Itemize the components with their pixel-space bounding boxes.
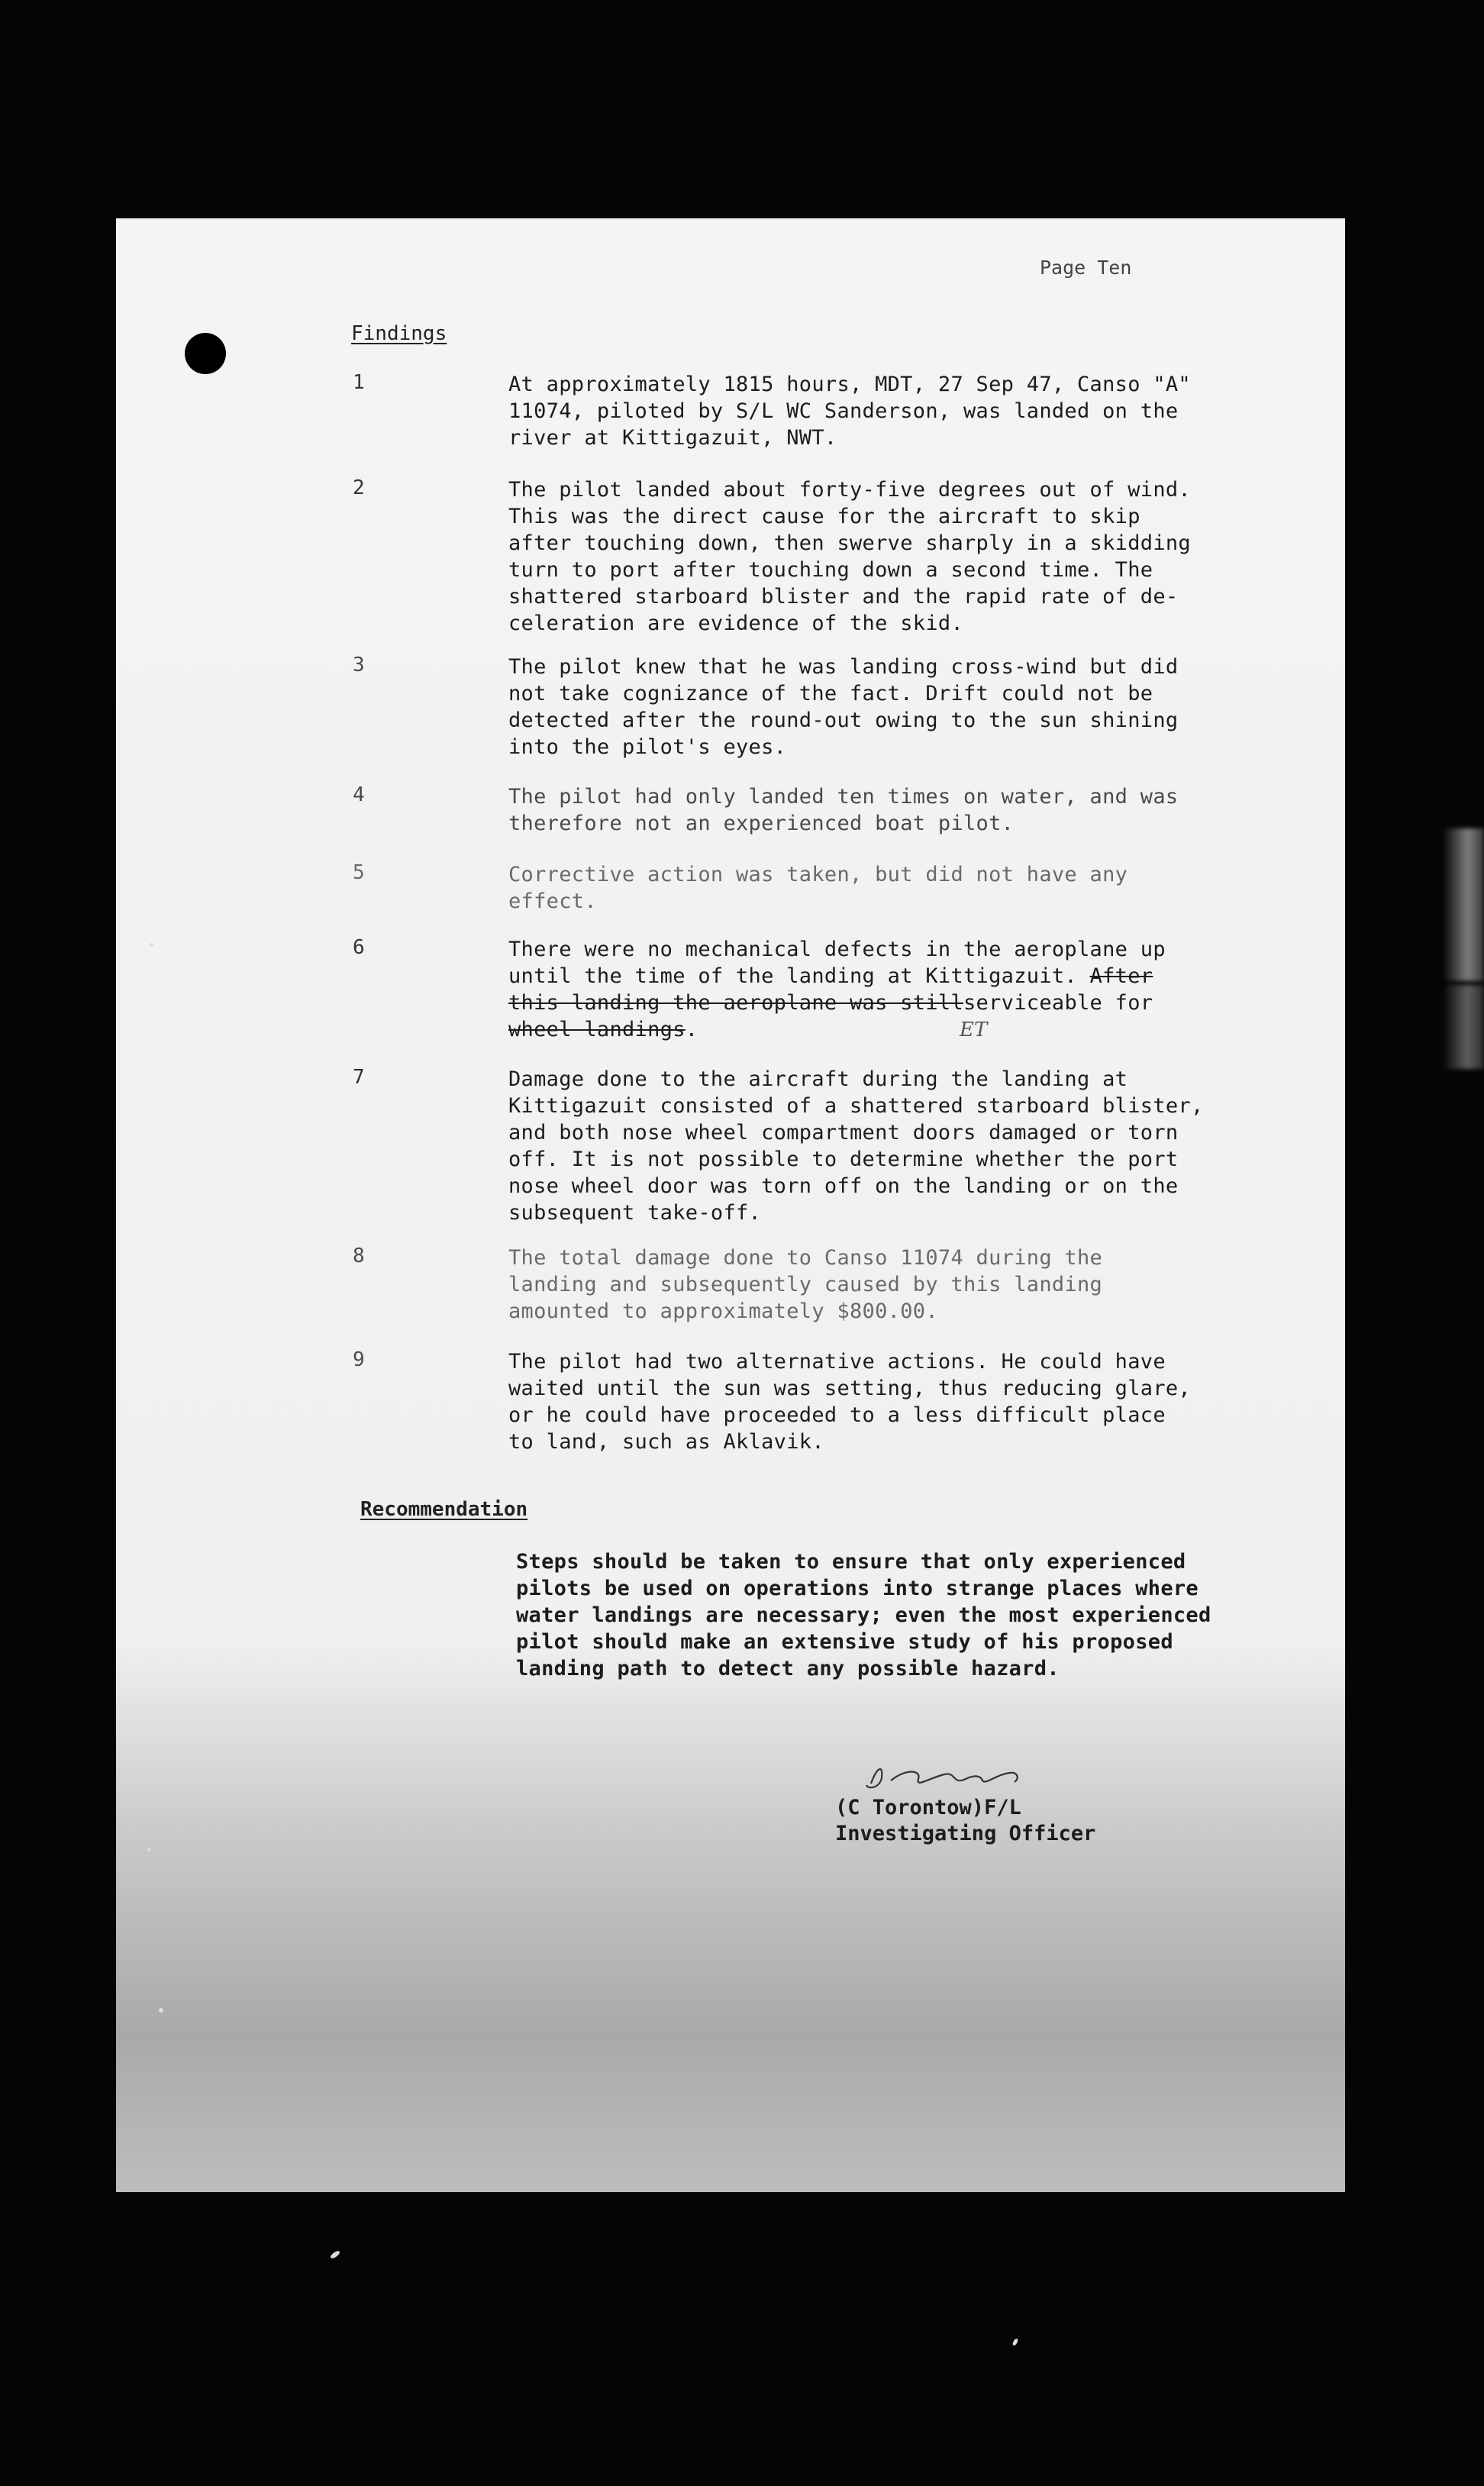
finding-number: 7 — [353, 1066, 365, 1089]
finding-number: 9 — [353, 1348, 365, 1371]
finding-text — [508, 936, 1226, 1043]
finding-number: 5 — [353, 861, 365, 884]
struck-text: wheel landings — [508, 1018, 686, 1041]
film-edge-artifact — [1443, 985, 1484, 1069]
film-speck — [147, 1848, 151, 1852]
finding-line-text: until the time of the landing at Kittigazuit. — [508, 964, 1077, 988]
recommendation-heading: Recommendation — [360, 1498, 528, 1521]
finding-text: The pilot had two alternative actions. He could have waited until the sun was setting, thus reducing glare, or he could have proceeded to a less difficult place to land, such as Aklavik. — [508, 1350, 1191, 1454]
finding-line — [508, 990, 1226, 1016]
signatory-title: Investigating Officer — [835, 1822, 1096, 1845]
finding-number: 2 — [353, 476, 365, 499]
finding-text: Damage done to the aircraft during the landing at Kittigazuit consisted of a shattered starboard blister, and both nose wheel compartment doors damaged or torn off. It is not possible to determine whether the port nose wheel door was torn off on the landing or on the subsequent take-off. — [508, 1067, 1204, 1225]
struck-text: After — [1089, 964, 1153, 988]
handwritten-initials: ET — [960, 1019, 988, 1041]
findings-heading: Findings — [351, 322, 447, 345]
film-speck — [330, 2250, 341, 2260]
finding-line-text: serviceable for — [963, 991, 1153, 1015]
film-speck — [1011, 2338, 1018, 2346]
handwritten-signature — [860, 1755, 1036, 1800]
finding-text: Corrective action was taken, but did not have any effect. — [508, 863, 1128, 913]
punch-hole — [185, 333, 226, 374]
finding-line — [508, 1016, 1226, 1043]
finding-number: 3 — [353, 654, 365, 676]
finding-number: 1 — [353, 371, 365, 394]
finding-number: 8 — [353, 1245, 365, 1267]
finding-number: 6 — [353, 936, 365, 959]
recommendation-text: Steps should be taken to ensure that only experienced pilots be used on operations into strange places where water landings are necessary; even the most experienced pilot should make an extensive study of his proposed landing path to detect any possible hazard. — [516, 1550, 1211, 1680]
page-number: Page Ten — [1040, 257, 1132, 279]
finding-text: The total damage done to Canso 11074 during the landing and subsequently caused by this landing amounted to approximately $800.00. — [508, 1246, 1103, 1323]
film-edge-artifact — [1443, 828, 1484, 981]
finding-text: The pilot knew that he was landing cross-wind but did not take cognizance of the fact. Drift could not be detected after the round-out owing to the sun shining into the pilot's eyes. — [508, 655, 1179, 759]
finding-number: 4 — [353, 783, 365, 806]
signatory-name: (C Torontow)F/L — [835, 1796, 1021, 1819]
film-speck — [159, 2008, 163, 2013]
struck-text: this landing the aeroplane was still — [508, 991, 963, 1015]
finding-line — [508, 963, 1226, 990]
document-page — [116, 218, 1345, 2192]
film-speck — [150, 943, 153, 947]
finding-text: The pilot landed about forty-five degrees out of wind. This was the direct cause for the aircraft to skip after touching down, then swerve sharply in a skidding turn to port after touching down a second time. The shattered starboard blister and the rapid rate of de- celeration are evidence of the skid. — [508, 478, 1191, 635]
finding-text: At approximately 1815 hours, MDT, 27 Sep 47, Canso "A" 11074, piloted by S/L WC Sanderson, was landed on the river at Kittigazuit, NWT. — [508, 373, 1191, 450]
finding-line-text: . — [685, 1018, 698, 1041]
finding-text: The pilot had only landed ten times on water, and was therefore not an experienced boat pilot. — [508, 785, 1179, 835]
finding-line: There were no mechanical defects in the aeroplane up — [508, 938, 1166, 961]
